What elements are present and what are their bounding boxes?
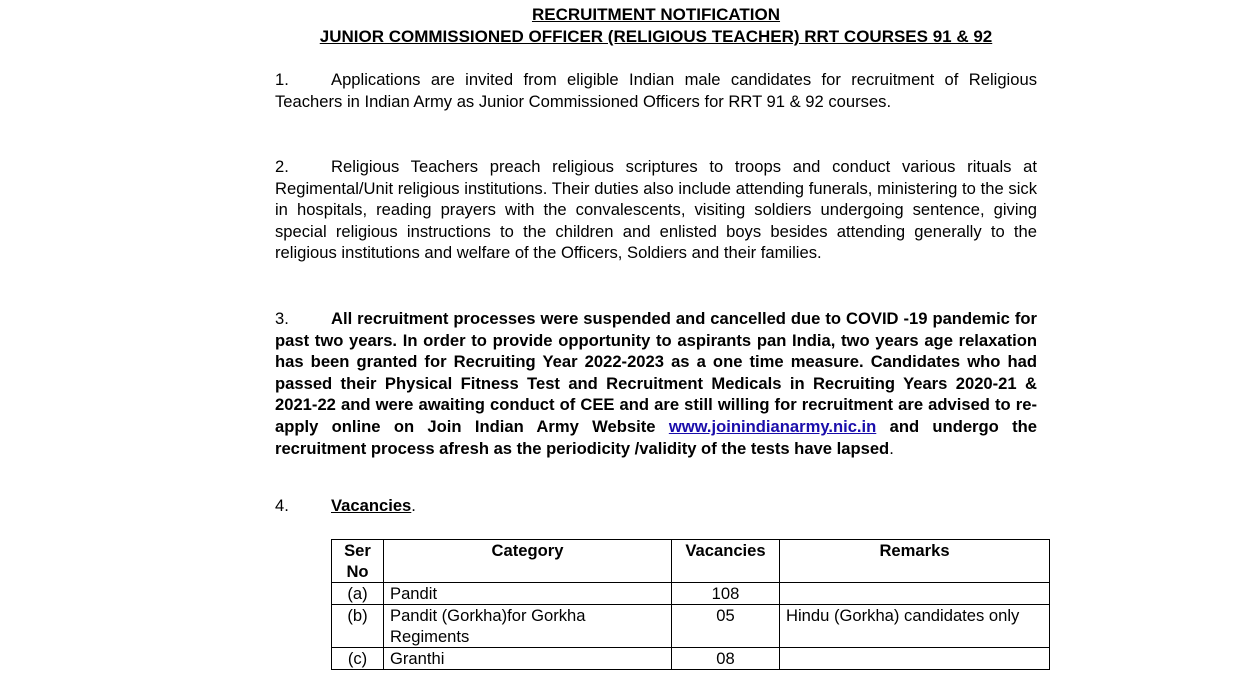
header-remarks: Remarks [780, 540, 1050, 583]
paragraph-end: . [889, 438, 894, 458]
header-vacancies: Vacancies [672, 540, 780, 583]
vacancies-table [331, 539, 1050, 670]
paragraph-text-bold: All recruitment processes were suspended and cancelled due to COVID -19 pandemic for past two years. In order to provide opportunity to aspirants pan India, two years age relaxation has been granted for Recruiting Year 2022-2023 as a one time measure. Candidates who had passed their Physical Fitness Test and Recruitment Medicals in Recruiting Years 2020-21 & 2021-22 and were awaiting conduct of CEE and are still willing for recruitment are advised to re-apply online on Join Indian Army Website [275, 309, 1037, 436]
cell-category: Granthi [384, 648, 672, 670]
table-row [332, 583, 1050, 605]
cell-category: Pandit (Gorkha)for Gorkha Regiments [384, 605, 672, 648]
paragraph-text: Applications are invited from eligible Indian male candidates for recruitment of Religious Teachers in Indian Army as Junior Commissioned Officers for RRT 91 & 92 courses. [275, 70, 1037, 111]
paragraph-2 [275, 156, 1037, 264]
section-end: . [411, 496, 416, 515]
section-number: 4. [275, 496, 289, 515]
cell-category: Pandit [384, 583, 672, 605]
cell-vacancies: 108 [672, 583, 780, 605]
vacancies-label: Vacancies [331, 496, 412, 515]
table-row [332, 648, 1050, 670]
paragraph-3 [275, 308, 1037, 459]
document-title: RECRUITMENT NOTIFICATION [531, 5, 781, 24]
cell-remarks: Hindu (Gorkha) candidates only [780, 605, 1050, 648]
paragraph-text-bold-tail: and undergo the recruitment process afresh as the periodicity /validity of the tests have lapsed [275, 416, 1038, 458]
cell-vacancies: 08 [672, 648, 780, 670]
cell-ser: (c) [332, 648, 384, 670]
table-header-row [332, 540, 1050, 583]
vacancies-heading [275, 496, 416, 516]
paragraph-1 [275, 69, 1037, 112]
header-category: Category [384, 540, 672, 583]
cell-remarks [780, 648, 1050, 670]
cell-ser: (b) [332, 605, 384, 648]
header-ser-no: Ser No [332, 540, 384, 583]
paragraph-number: 1. [275, 70, 289, 89]
paragraph-number: 2. [275, 157, 289, 176]
document-subtitle: JUNIOR COMMISSIONED OFFICER (RELIGIOUS TEACHER) RRT COURSES 91 & 92 [319, 27, 993, 46]
paragraph-text: Religious Teachers preach religious scriptures to troops and conduct various rituals at Regimental/Unit religious institutions. Their duties also include attending funerals, ministering to the sick in hospitals, reading prayers with the convalescents, visiting soldiers undergoing sentence, giving special religious instructions to the children and enlisted boys besides attending generally to the religious institutions and welfare of the Officers, Soldiers and their families. [275, 157, 1037, 263]
join-indian-army-link[interactable]: www.joinindianarmy.nic.in [668, 416, 877, 436]
paragraph-number: 3. [275, 309, 289, 328]
table-row [332, 605, 1050, 648]
cell-ser: (a) [332, 583, 384, 605]
cell-vacancies: 05 [672, 605, 780, 648]
cell-remarks [780, 583, 1050, 605]
